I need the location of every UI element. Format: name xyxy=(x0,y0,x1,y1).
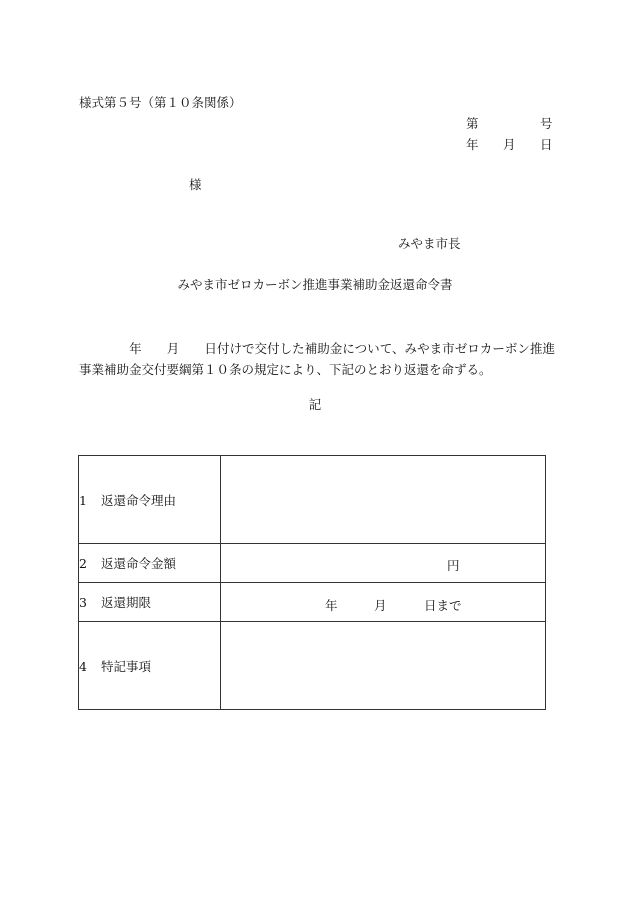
recipient-honorific: 様 xyxy=(189,177,202,192)
table-row xyxy=(79,583,546,622)
row-label-text: 返還命令金額 xyxy=(101,556,177,571)
form-number: 様式第５号（第１０条関係） xyxy=(79,95,242,110)
deadline-day-label: 日まで xyxy=(424,598,462,613)
deadline-month-label: 月 xyxy=(374,598,387,613)
document-title: みやま市ゼロカーボン推進事業補助金返還命令書 xyxy=(177,277,453,292)
remarks-field[interactable] xyxy=(221,622,546,710)
row-number: 4 xyxy=(79,658,87,674)
row-label-text: 返還期限 xyxy=(101,595,152,610)
table-row xyxy=(79,456,546,544)
date-month-label: 月 xyxy=(503,137,516,152)
row-number: 3 xyxy=(79,595,87,610)
issuer-name: みやま市長 xyxy=(398,236,461,251)
date-day-label: 日 xyxy=(540,137,553,152)
row-label xyxy=(79,456,221,544)
row-number: 2 xyxy=(79,556,87,571)
row-label xyxy=(79,583,221,622)
yen-unit: 円 xyxy=(447,558,460,573)
row-label-text: 返還命令理由 xyxy=(101,492,177,508)
deadline-field[interactable] xyxy=(221,583,546,622)
row-number: 1 xyxy=(79,492,87,508)
row-label-text: 特記事項 xyxy=(101,658,152,674)
row-label xyxy=(79,544,221,583)
details-table xyxy=(78,455,546,710)
document-number-prefix: 第 xyxy=(466,116,479,131)
table-row xyxy=(79,544,546,583)
date-year-label: 年 xyxy=(466,137,479,152)
row-label xyxy=(79,622,221,710)
table-row xyxy=(79,622,546,710)
document-number-suffix: 号 xyxy=(540,116,553,131)
body-paragraph: 年 月 日付けで交付した補助金について、みやま市ゼロカーボン推進事業補助金交付要綱第１０条の規定により、下記のとおり返還を命ずる。 xyxy=(79,341,555,377)
deadline-year-label: 年 xyxy=(325,598,338,613)
reason-field[interactable] xyxy=(221,456,546,544)
ki-heading: 記 xyxy=(308,397,322,412)
amount-field[interactable] xyxy=(221,544,546,583)
